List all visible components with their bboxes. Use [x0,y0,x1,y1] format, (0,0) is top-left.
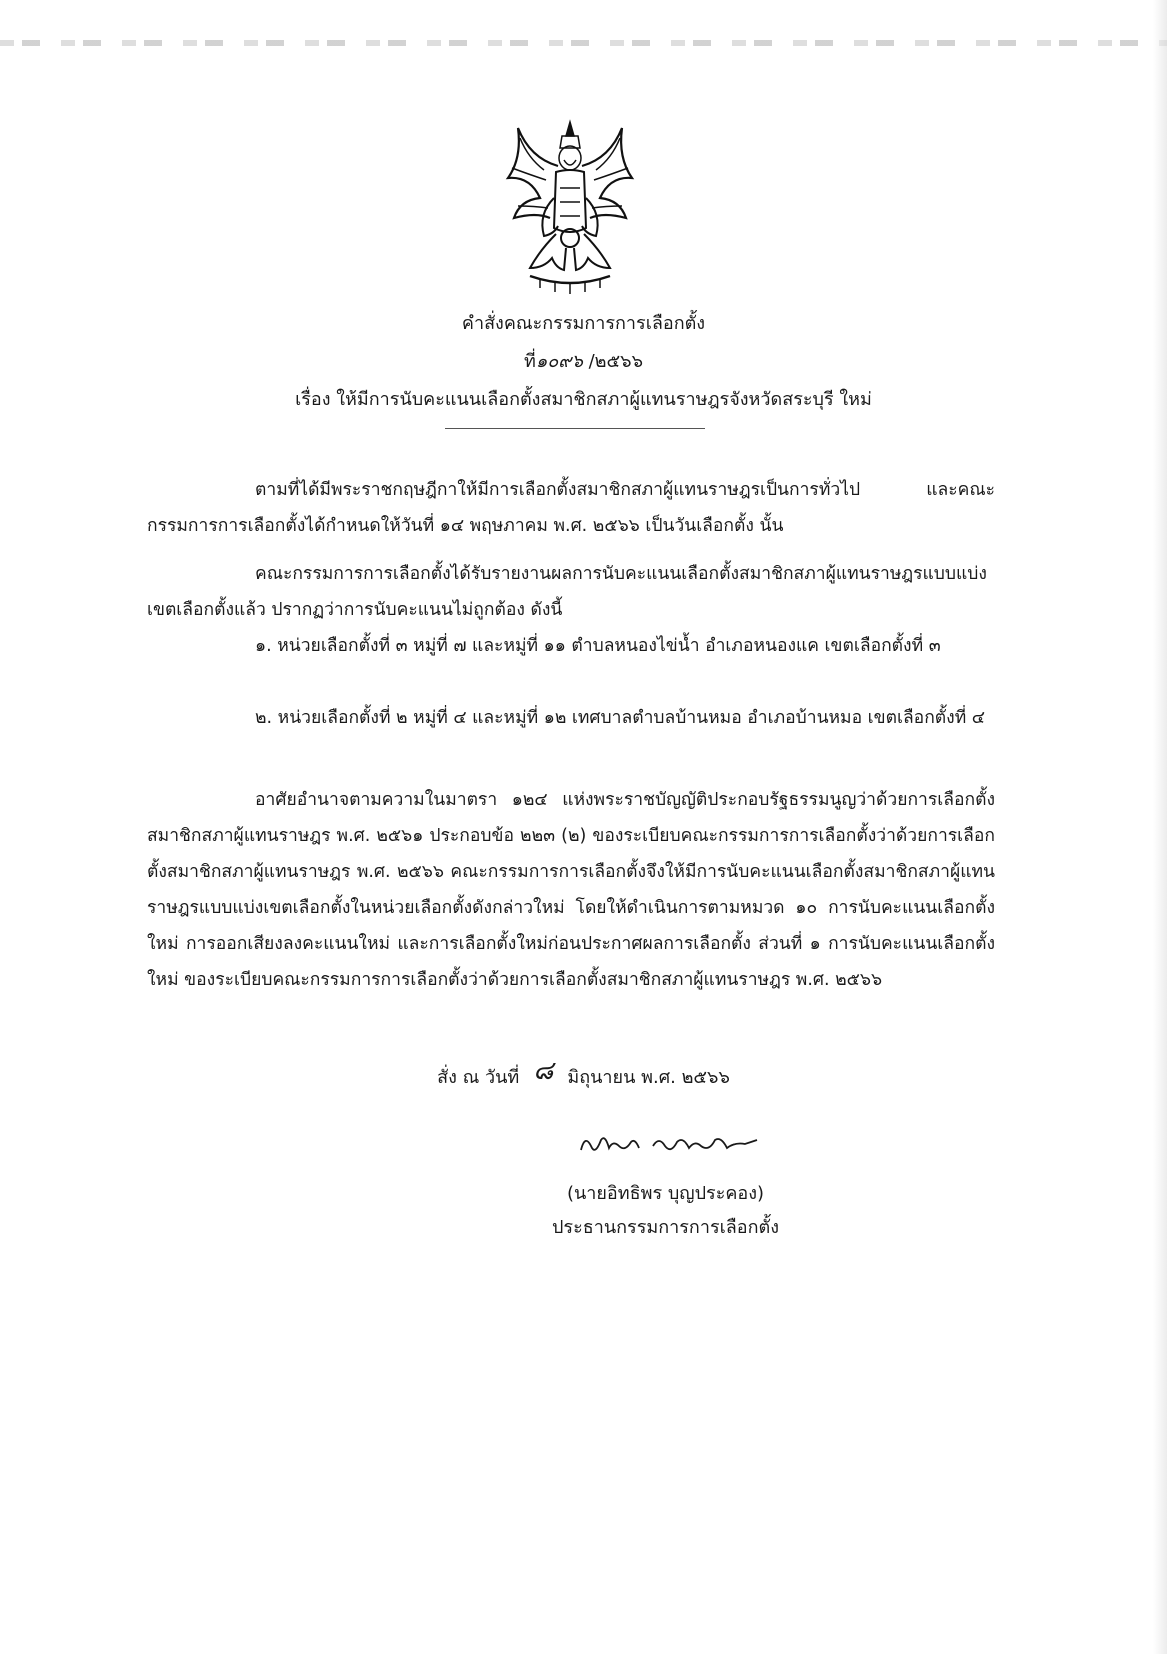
paragraph-2 [147,556,995,628]
order-date-prefix: สั่ง ณ วันที่ [437,1067,520,1088]
paragraph-1 [147,472,995,544]
signer-name: (นายอิทธิพร บุญประคอง) [566,1183,765,1204]
document-subject: เรื่อง ให้มีการนับคะแนนเลือกตั้งสมาชิกสภาผู้แทนราษฎรจังหวัดสระบุรี ใหม่ [295,389,872,410]
list-item-2-text: ๒. หน่วยเลือกตั้งที่ ๒ หมู่ที่ ๔ และหมู่ที่ ๑๒ เทศบาลตำบลบ้านหมอ อำเภอบ้านหมอ เขตเลือกตั้งที่ ๔ [255,708,986,728]
document-number [0,346,1167,375]
order-date [0,1054,1167,1095]
signer-position: ประธานกรรมการการเลือกตั้ง [552,1217,779,1238]
list-item-2 [147,700,995,736]
paragraph-3 [147,782,995,998]
paragraph-1-text: ตามที่ได้มีพระราชกฤษฎีกาให้มีการเลือกตั้งสมาชิกสภาผู้แทนราษฎรเป็นการทั่วไป และคณะกรรมการการเลือกตั้งได้กำหนดให้วันที่ ๑๔ พฤษภาคม พ.ศ. ๒๕๖๖ เป็นวันเลือกตั้ง นั้น [147,480,995,536]
scan-artifact-top [0,40,1167,46]
number-suffix: /๒๕๖๖ [588,351,644,372]
paragraph-2-text: คณะกรรมการการเลือกตั้งได้รับรายงานผลการนับคะแนนเลือกตั้งสมาชิกสภาผู้แทนราษฎรแบบแบ่งเขตเลือกตั้งแล้ว ปรากฏว่าการนับคะแนนไม่ถูกต้อง ดังนี้ [147,564,987,620]
order-day-handwritten: ๘ [533,1056,554,1086]
header-divider [445,428,705,429]
garuda-emblem-icon [500,118,640,296]
number-handwritten: ๑๐๙๖ [535,351,583,372]
order-date-month-year: มิถุนายน พ.ศ. ๒๕๖๖ [567,1067,730,1088]
list-item-1 [147,628,995,664]
scan-artifact-right [1153,0,1167,1654]
number-prefix: ที่ [523,351,536,372]
list-item-1-text: ๑. หน่วยเลือกตั้งที่ ๓ หมู่ที่ ๗ และหมู่ที่ ๑๑ ตำบลหนองไข่น้ำ อำเภอหนองแค เขตเลือกตั้งที่ ๓ [255,636,941,656]
document-title: คำสั่งคณะกรรมการการเลือกตั้ง [461,313,706,334]
handwritten-signature [575,1130,765,1160]
paragraph-3-text: อาศัยอำนาจตามความในมาตรา ๑๒๔ แห่งพระราชบัญญัติประกอบรัฐธรรมนูญว่าด้วยการเลือกตั้งสมาชิกสภาผู้แทนราษฎร พ.ศ. ๒๕๖๑ ประกอบข้อ ๒๒๓ (๒) ของระเบียบคณะกรรมการการเลือกตั้งว่าด้วยการเลือกตั้งสมาชิกสภาผู้แทนราษฎร พ.ศ. ๒๕๖๖ คณะกรรมการการเลือกตั้งจึงให้มีการนับคะแนนเลือกตั้งสมาชิกสภาผู้แทนราษฎรแบบแบ่งเขตเลือกตั้งในหน่วยเลือกตั้งดังกล่าวใหม่ โดยให้ดำเนินการตามหมวด ๑๐ การนับคะแนนเลือกตั้งใหม่ การออกเสียงลงคะแนนใหม่ และการเลือกตั้งใหม่ก่อนประกาศผลการเลือกตั้ง ส่วนที่ ๑ การนับคะแนนเลือกตั้งใหม่ ของระเบียบคณะกรรมการการเลือกตั้งว่าด้วยการเลือกตั้งสมาชิกสภาผู้แทนราษฎร พ.ศ. ๒๕๖๖ [147,790,995,990]
